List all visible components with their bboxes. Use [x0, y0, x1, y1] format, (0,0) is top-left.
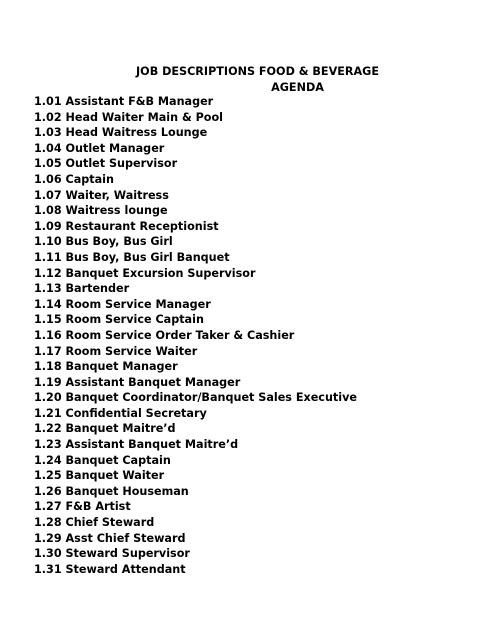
agenda-item-1-24: 1.24 Banquet Captain: [34, 453, 171, 467]
agenda-item-1-06: 1.06 Captain: [34, 172, 114, 186]
agenda-item-1-08: 1.08 Waitress lounge: [34, 204, 168, 218]
agenda-item-1-25: 1.25 Banquet Waiter: [34, 469, 165, 483]
agenda-item-1-31: 1.31 Steward Attendant: [34, 562, 186, 576]
agenda-item-1-13: 1.13 Bartender: [34, 282, 130, 296]
agenda-item-1-23: 1.23 Assistant Banquet Maitre’d: [34, 438, 239, 452]
agenda-item-1-15: 1.15 Room Service Captain: [34, 313, 204, 327]
agenda-item-1-10: 1.10 Bus Boy, Bus Girl: [34, 235, 173, 249]
agenda-item-1-21: 1.21 Confidential Secretary: [34, 406, 207, 420]
agenda-item-1-02: 1.02 Head Waiter Main & Pool: [34, 110, 224, 124]
agenda-item-1-05: 1.05 Outlet Supervisor: [34, 157, 178, 171]
agenda-item-1-18: 1.18 Banquet Manager: [34, 360, 178, 374]
agenda-item-1-30: 1.30 Steward Supervisor: [34, 547, 190, 561]
agenda-item-1-16: 1.16 Room Service Order Taker & Cashier: [34, 328, 295, 342]
agenda-item-1-22: 1.22 Banquet Maitre’d: [34, 422, 176, 436]
title-line-agenda: AGENDA: [271, 80, 324, 94]
agenda-item-1-03: 1.03 Head Waitress Lounge: [34, 126, 208, 140]
agenda-item-1-12: 1.12 Banquet Excursion Supervisor: [34, 266, 256, 280]
title-line-job-descriptions: JOB DESCRIPTIONS FOOD & BEVERAGE: [136, 65, 379, 78]
agenda-item-1-01: 1.01 Assistant F&B Manager: [34, 95, 214, 108]
agenda-item-1-29: 1.29 Asst Chief Steward: [34, 531, 186, 545]
agenda-item-1-27: 1.27 F&B Artist: [34, 500, 131, 514]
agenda-item-1-04: 1.04 Outlet Manager: [34, 141, 165, 155]
agenda-item-1-14: 1.14 Room Service Manager: [34, 297, 211, 311]
agenda-item-1-19: 1.19 Assistant Banquet Manager: [34, 375, 241, 389]
agenda-item-1-11: 1.11 Bus Boy, Bus Girl Banquet: [34, 250, 230, 264]
agenda-item-1-07: 1.07 Waiter, Waitress: [34, 188, 169, 202]
agenda-item-1-17: 1.17 Room Service Waiter: [34, 344, 198, 358]
agenda-item-1-09: 1.09 Restaurant Receptionist: [34, 219, 219, 233]
agenda-item-1-26: 1.26 Banquet Houseman: [34, 484, 189, 498]
agenda-item-1-20: 1.20 Banquet Coordinator/Banquet Sales Executive: [34, 391, 357, 405]
agenda-list: [34, 94, 357, 577]
document-title: [0, 64, 495, 95]
agenda-item-1-28: 1.28 Chief Steward: [34, 516, 155, 530]
